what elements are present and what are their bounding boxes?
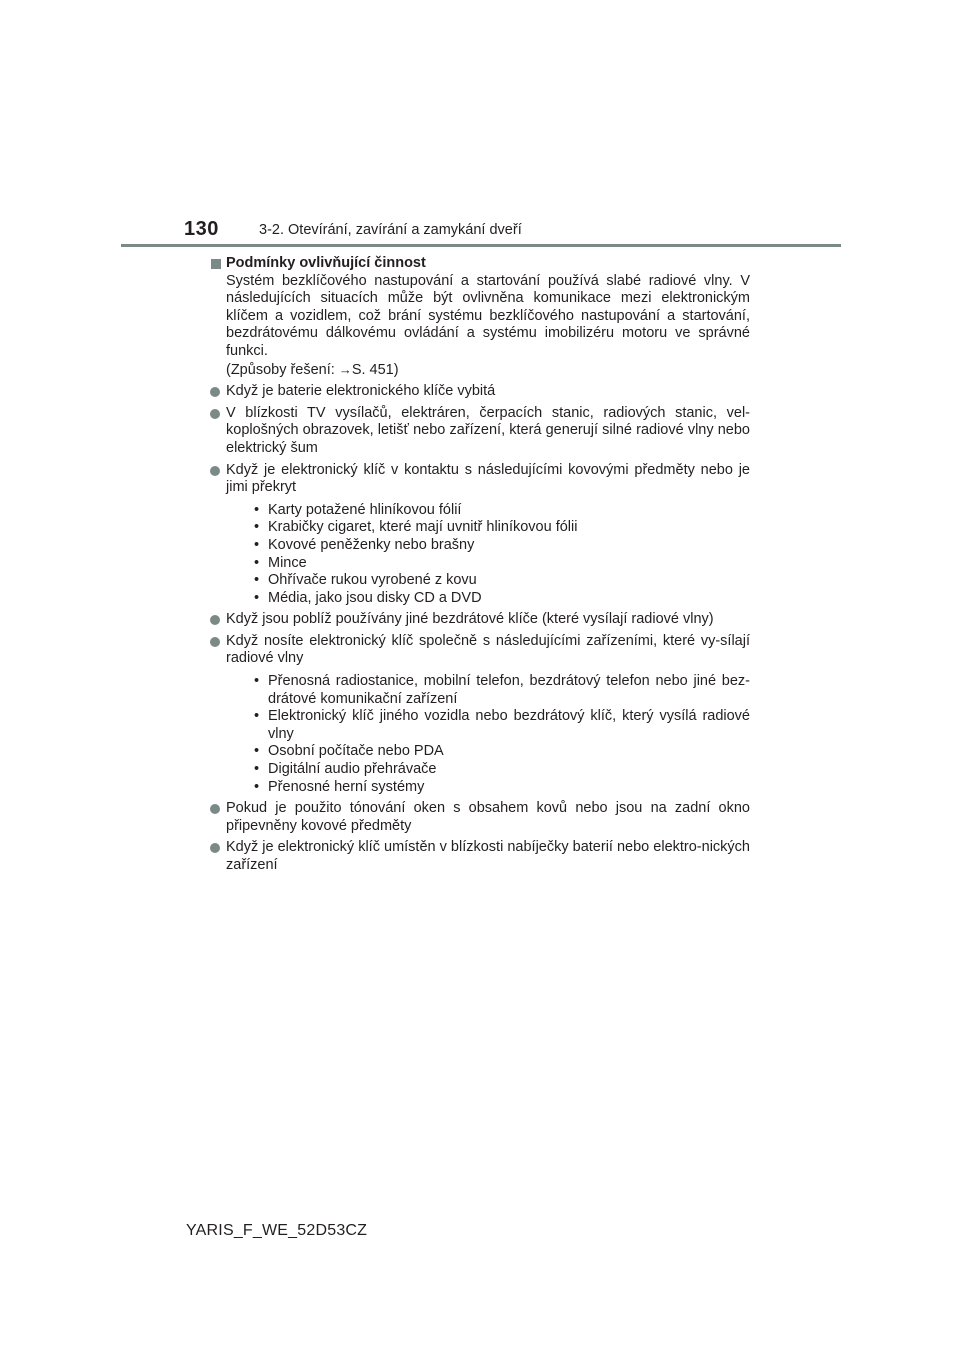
sub-list-item-text: Přenosná radiostanice, mobilní telefon, bezdrátový telefon nebo jiné bez-drátové komunikační zařízení <box>268 673 750 707</box>
sub-list-item-text: Mince <box>268 554 307 571</box>
sub-list-item <box>254 537 750 555</box>
sub-list <box>226 502 750 608</box>
small-dot-icon: • <box>254 708 260 725</box>
condition-list <box>208 383 750 874</box>
circle-bullet-icon <box>210 637 220 647</box>
small-dot-icon: • <box>254 554 260 571</box>
square-bullet-icon <box>211 259 221 269</box>
reference-prefix: (Způsoby řešení: <box>226 361 339 378</box>
sub-list-item-text: Kovové peněženky nebo brašny <box>268 536 475 553</box>
sub-list-item <box>254 673 750 708</box>
small-dot-icon: • <box>254 673 260 690</box>
sub-list <box>226 673 750 796</box>
sub-list-item <box>254 519 750 537</box>
page-number: 130 <box>184 218 219 240</box>
list-item-text: Když je baterie elektronického klíče vybitá <box>226 383 496 400</box>
list-item <box>208 633 750 796</box>
list-item <box>208 800 750 835</box>
circle-bullet-icon <box>210 409 220 419</box>
section-intro <box>226 273 750 380</box>
small-dot-icon: • <box>254 589 260 606</box>
sub-list-item-text: Elektronický klíč jiného vozidla nebo bezdrátový klíč, který vysílá radiové vlny <box>268 708 750 742</box>
small-dot-icon: • <box>254 778 260 795</box>
header-rule <box>121 244 841 247</box>
small-dot-icon: • <box>254 572 260 589</box>
sub-list-item-text: Přenosné herní systémy <box>268 778 425 795</box>
list-item <box>208 405 750 458</box>
list-item <box>208 839 750 874</box>
small-dot-icon: • <box>254 519 260 536</box>
list-item-text: Když nosíte elektronický klíč společně s následujícími zařízeními, které vy-sílají radiové vlny <box>226 632 750 667</box>
circle-bullet-icon <box>210 843 220 853</box>
sub-list-item <box>254 708 750 743</box>
sub-list-item <box>254 779 750 797</box>
sub-list-item-text: Karty potažené hliníkovou fólií <box>268 501 462 518</box>
small-dot-icon: • <box>254 761 260 778</box>
reference-suffix: S. 451) <box>351 361 399 378</box>
sub-list-item-text: Digitální audio přehrávače <box>268 761 437 778</box>
sub-list-item <box>254 590 750 608</box>
sub-list-item-text: Média, jako jsou disky CD a DVD <box>268 589 482 606</box>
chapter-title: 3-2. Otevírání, zavírání a zamykání dveří <box>259 222 522 238</box>
section-heading <box>208 255 750 273</box>
list-item <box>208 462 750 608</box>
circle-bullet-icon <box>210 387 220 397</box>
list-item-text: Když jsou poblíž používány jiné bezdrátové klíče (které vysílají radiové vlny) <box>226 611 714 628</box>
sub-list-item-text: Ohřívače rukou vyrobené z kovu <box>268 572 477 589</box>
small-dot-icon: • <box>254 501 260 518</box>
sub-list-item-text: Krabičky cigaret, které mají uvnitř hliníkovou fólii <box>268 519 578 536</box>
list-item <box>208 383 750 401</box>
page-content <box>208 255 750 875</box>
sub-list-item <box>254 555 750 573</box>
section-heading-text: Podmínky ovlivňující činnost <box>226 255 426 271</box>
document-code: YARIS_F_WE_52D53CZ <box>186 1222 368 1239</box>
sub-list-item <box>254 572 750 590</box>
list-item <box>208 611 750 629</box>
small-dot-icon: • <box>254 743 260 760</box>
circle-bullet-icon <box>210 804 220 814</box>
sub-list-item <box>254 761 750 779</box>
circle-bullet-icon <box>210 615 220 625</box>
list-item-text: V blízkosti TV vysílačů, elektráren, čerpacích stanic, radiových stanic, vel-koplošných obrazovek, letišť nebo zařízení, která generují silné radiové vlny nebo elektrický šum <box>226 404 750 456</box>
list-item-text: Když je elektronický klíč v kontaktu s následujícími kovovými předměty nebo je jimi překryt <box>226 461 750 496</box>
sub-list-item <box>254 743 750 761</box>
list-item-text: Když je elektronický klíč umístěn v blízkosti nabíječky baterií nebo elektro-nických zařízení <box>226 839 750 873</box>
list-item-text: Pokud je použito tónování oken s obsahem kovů nebo jsou na zadní okno připevněny kovové předměty <box>226 800 750 834</box>
intro-text: Systém bezklíčového nastupování a startování používá slabé radiové vlny. V následujících situacích může být ovlivněna komunikace mezi elektronickým klíčem a vozidlem, což brání systému bezklíčového nastupování a startování, bezdrátovému dálkovému ovládání a systému imobilizéru motoru ve správné funkci. <box>226 272 750 359</box>
arrow-right-icon: → <box>338 361 352 377</box>
sub-list-item-text: Osobní počítače nebo PDA <box>268 743 444 760</box>
circle-bullet-icon <box>210 466 220 476</box>
small-dot-icon: • <box>254 536 260 553</box>
sub-list-item <box>254 502 750 520</box>
